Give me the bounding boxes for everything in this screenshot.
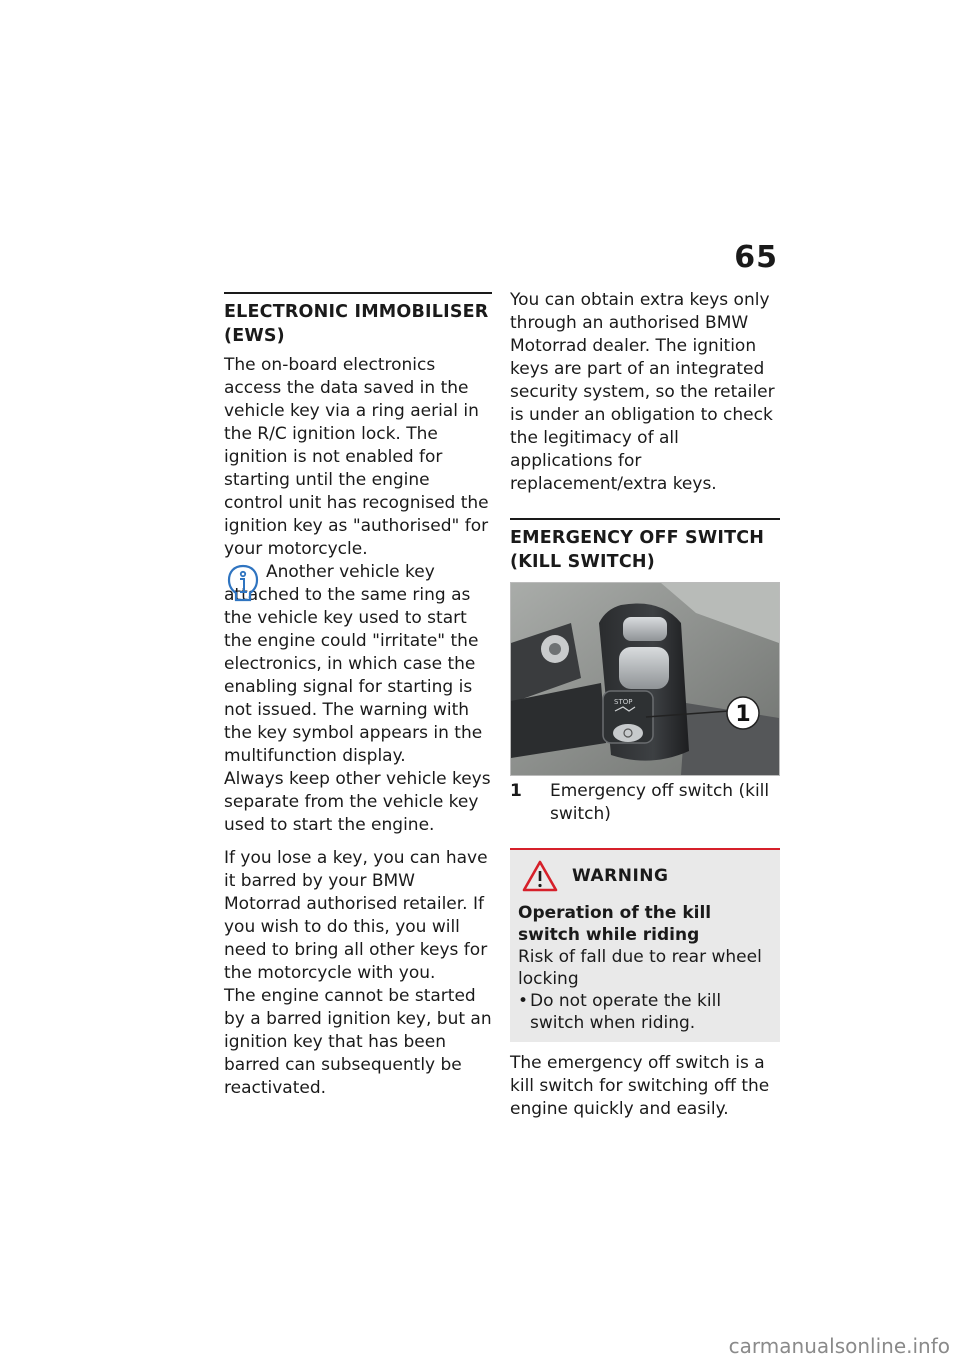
warning-bullet <box>518 990 772 1034</box>
section-rule <box>224 292 492 294</box>
warning-title: Operation of the kill switch while riding <box>518 903 712 945</box>
figure-legend <box>510 780 780 826</box>
heading-line-2: (KILL SWITCH) <box>510 552 655 572</box>
heading-line-1: EMERGENCY OFF SWITCH <box>510 528 765 548</box>
page-number: 65 <box>734 240 778 275</box>
section-heading-kill-switch <box>510 526 780 574</box>
info-note <box>224 561 492 837</box>
ews-paragraph-2: If you lose a key, you can have it barred by your BMW Motorrad authorised retailer. If you wish to do this, you will need to bring all other keys for the motorcycle with you. <box>224 848 488 983</box>
keys-paragraph: You can obtain extra keys only through an authorised BMW Motorrad dealer. The ignition keys are part of an integrated security system, so the retailer is under an obligation to check the legitimacy of all applications for replacement/extra keys. <box>510 290 775 494</box>
watermark-footer: carmanualsonline.info <box>728 1334 950 1358</box>
note-paragraph-1: Another vehicle key attached to the same ring as the vehicle key used to start the engine could "irritate" the electronics, in which case the enabling signal for starting is not issued. The warning with the key symbol appears in the multifunction display. <box>224 562 483 766</box>
warning-text: Risk of fall due to rear wheel locking <box>518 947 762 989</box>
right-column <box>510 289 780 1121</box>
warning-bullet-text: Do not operate the kill switch when riding. <box>530 991 722 1033</box>
warning-triangle-icon <box>522 860 558 892</box>
note-paragraph-2: Always keep other vehicle keys separate from the vehicle key used to start the engine. <box>224 769 491 835</box>
legend-number: 1 <box>510 781 522 801</box>
handlebar-switch-illustration <box>511 583 779 775</box>
heading-line-2: (EWS) <box>224 326 285 346</box>
ews-paragraph-3: The engine cannot be started by a barred ignition key, but an ignition key that has been barred can subsequently be reactivated. <box>224 986 492 1098</box>
warning-label: WARNING <box>572 866 669 886</box>
section-heading-ews <box>224 300 492 348</box>
figure-callout-1: 1 <box>735 702 751 727</box>
ews-paragraph-1: The on-board electronics access the data saved in the vehicle key via a ring aerial in the R/C ignition lock. The ignition is not enabled for starting until the engine control unit has recognised the ignition key as "authorised" for your motorcycle. <box>224 355 489 559</box>
left-column <box>224 292 492 1100</box>
info-icon <box>226 563 260 603</box>
section-rule <box>510 518 780 520</box>
warning-box <box>510 848 780 1042</box>
kill-switch-paragraph: The emergency off switch is a kill switch for switching off the engine quickly and easily. <box>510 1053 770 1119</box>
bullet-dot: • <box>518 991 529 1011</box>
legend-text: Emergency off switch (kill switch) <box>550 781 770 824</box>
heading-line-1: ELECTRONIC IMMOBILISER <box>224 302 489 322</box>
kill-switch-photo <box>510 582 780 776</box>
stop-label: STOP <box>614 698 633 706</box>
warning-header <box>522 860 772 892</box>
